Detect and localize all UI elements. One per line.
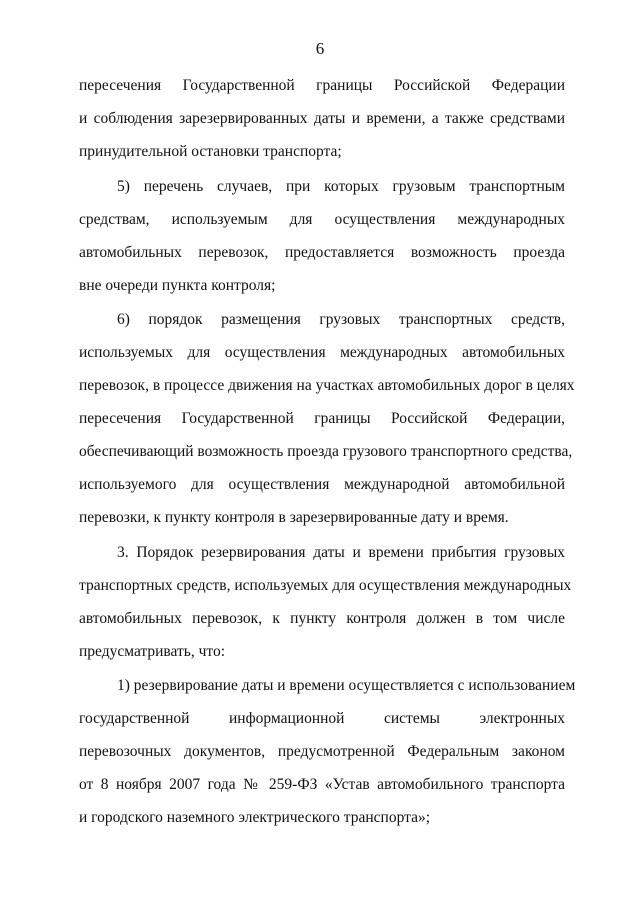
text-line: используемых для осуществления международных автомобильных [79, 344, 565, 361]
text-line: пересечения Государственной границы Российской Федерации, [79, 410, 565, 427]
text-line: пересечения Государственной границы Российской Федерации [79, 77, 565, 94]
text-line: принудительной остановки транспорта; [79, 143, 342, 160]
text-line: средствам, используемым для осуществления международных [79, 211, 565, 228]
text-line: вне очереди пункта контроля; [79, 277, 276, 294]
text-line: государственной информационной системы электронных [79, 710, 565, 727]
text-line: перевозок, в процессе движения на участках автомобильных дорог в целях [79, 377, 575, 394]
text-line: автомобильных перевозок, к пункту контроля должен в том числе [79, 610, 565, 627]
text-line: 3. Порядок резервирования даты и времени прибытия грузовых [117, 544, 565, 561]
text-line: предусматривать, что: [79, 643, 226, 660]
text-line: используемого для осуществления международной автомобильной [79, 476, 565, 493]
text-line: транспортных средств, используемых для осуществления международных [79, 577, 572, 594]
text-line: 5) перечень случаев, при которых грузовым транспортным [117, 178, 565, 195]
text-line: и городского наземного электрического транспорта»; [79, 809, 431, 826]
text-line: автомобильных перевозок, предоставляется возможность проезда [79, 244, 565, 261]
text-line: перевозочных документов, предусмотренной Федеральным законом [79, 743, 565, 760]
text-line: и соблюдения зарезервированных даты и времени, а также средствами [79, 110, 565, 127]
text-line: 6) порядок размещения грузовых транспортных средств, [117, 311, 565, 328]
text-line: от 8 ноября 2007 года № 259-ФЗ «Устав автомобильного транспорта [79, 776, 565, 793]
text-line: перевозки, к пункту контроля в зарезервированные дату и время. [79, 509, 509, 526]
page-number: 6 [315, 39, 325, 58]
text-line: обеспечивающий возможность проезда грузового транспортного средства, [79, 443, 573, 460]
text-line: 1) резервирование даты и времени осуществляется с использованием [117, 677, 576, 694]
